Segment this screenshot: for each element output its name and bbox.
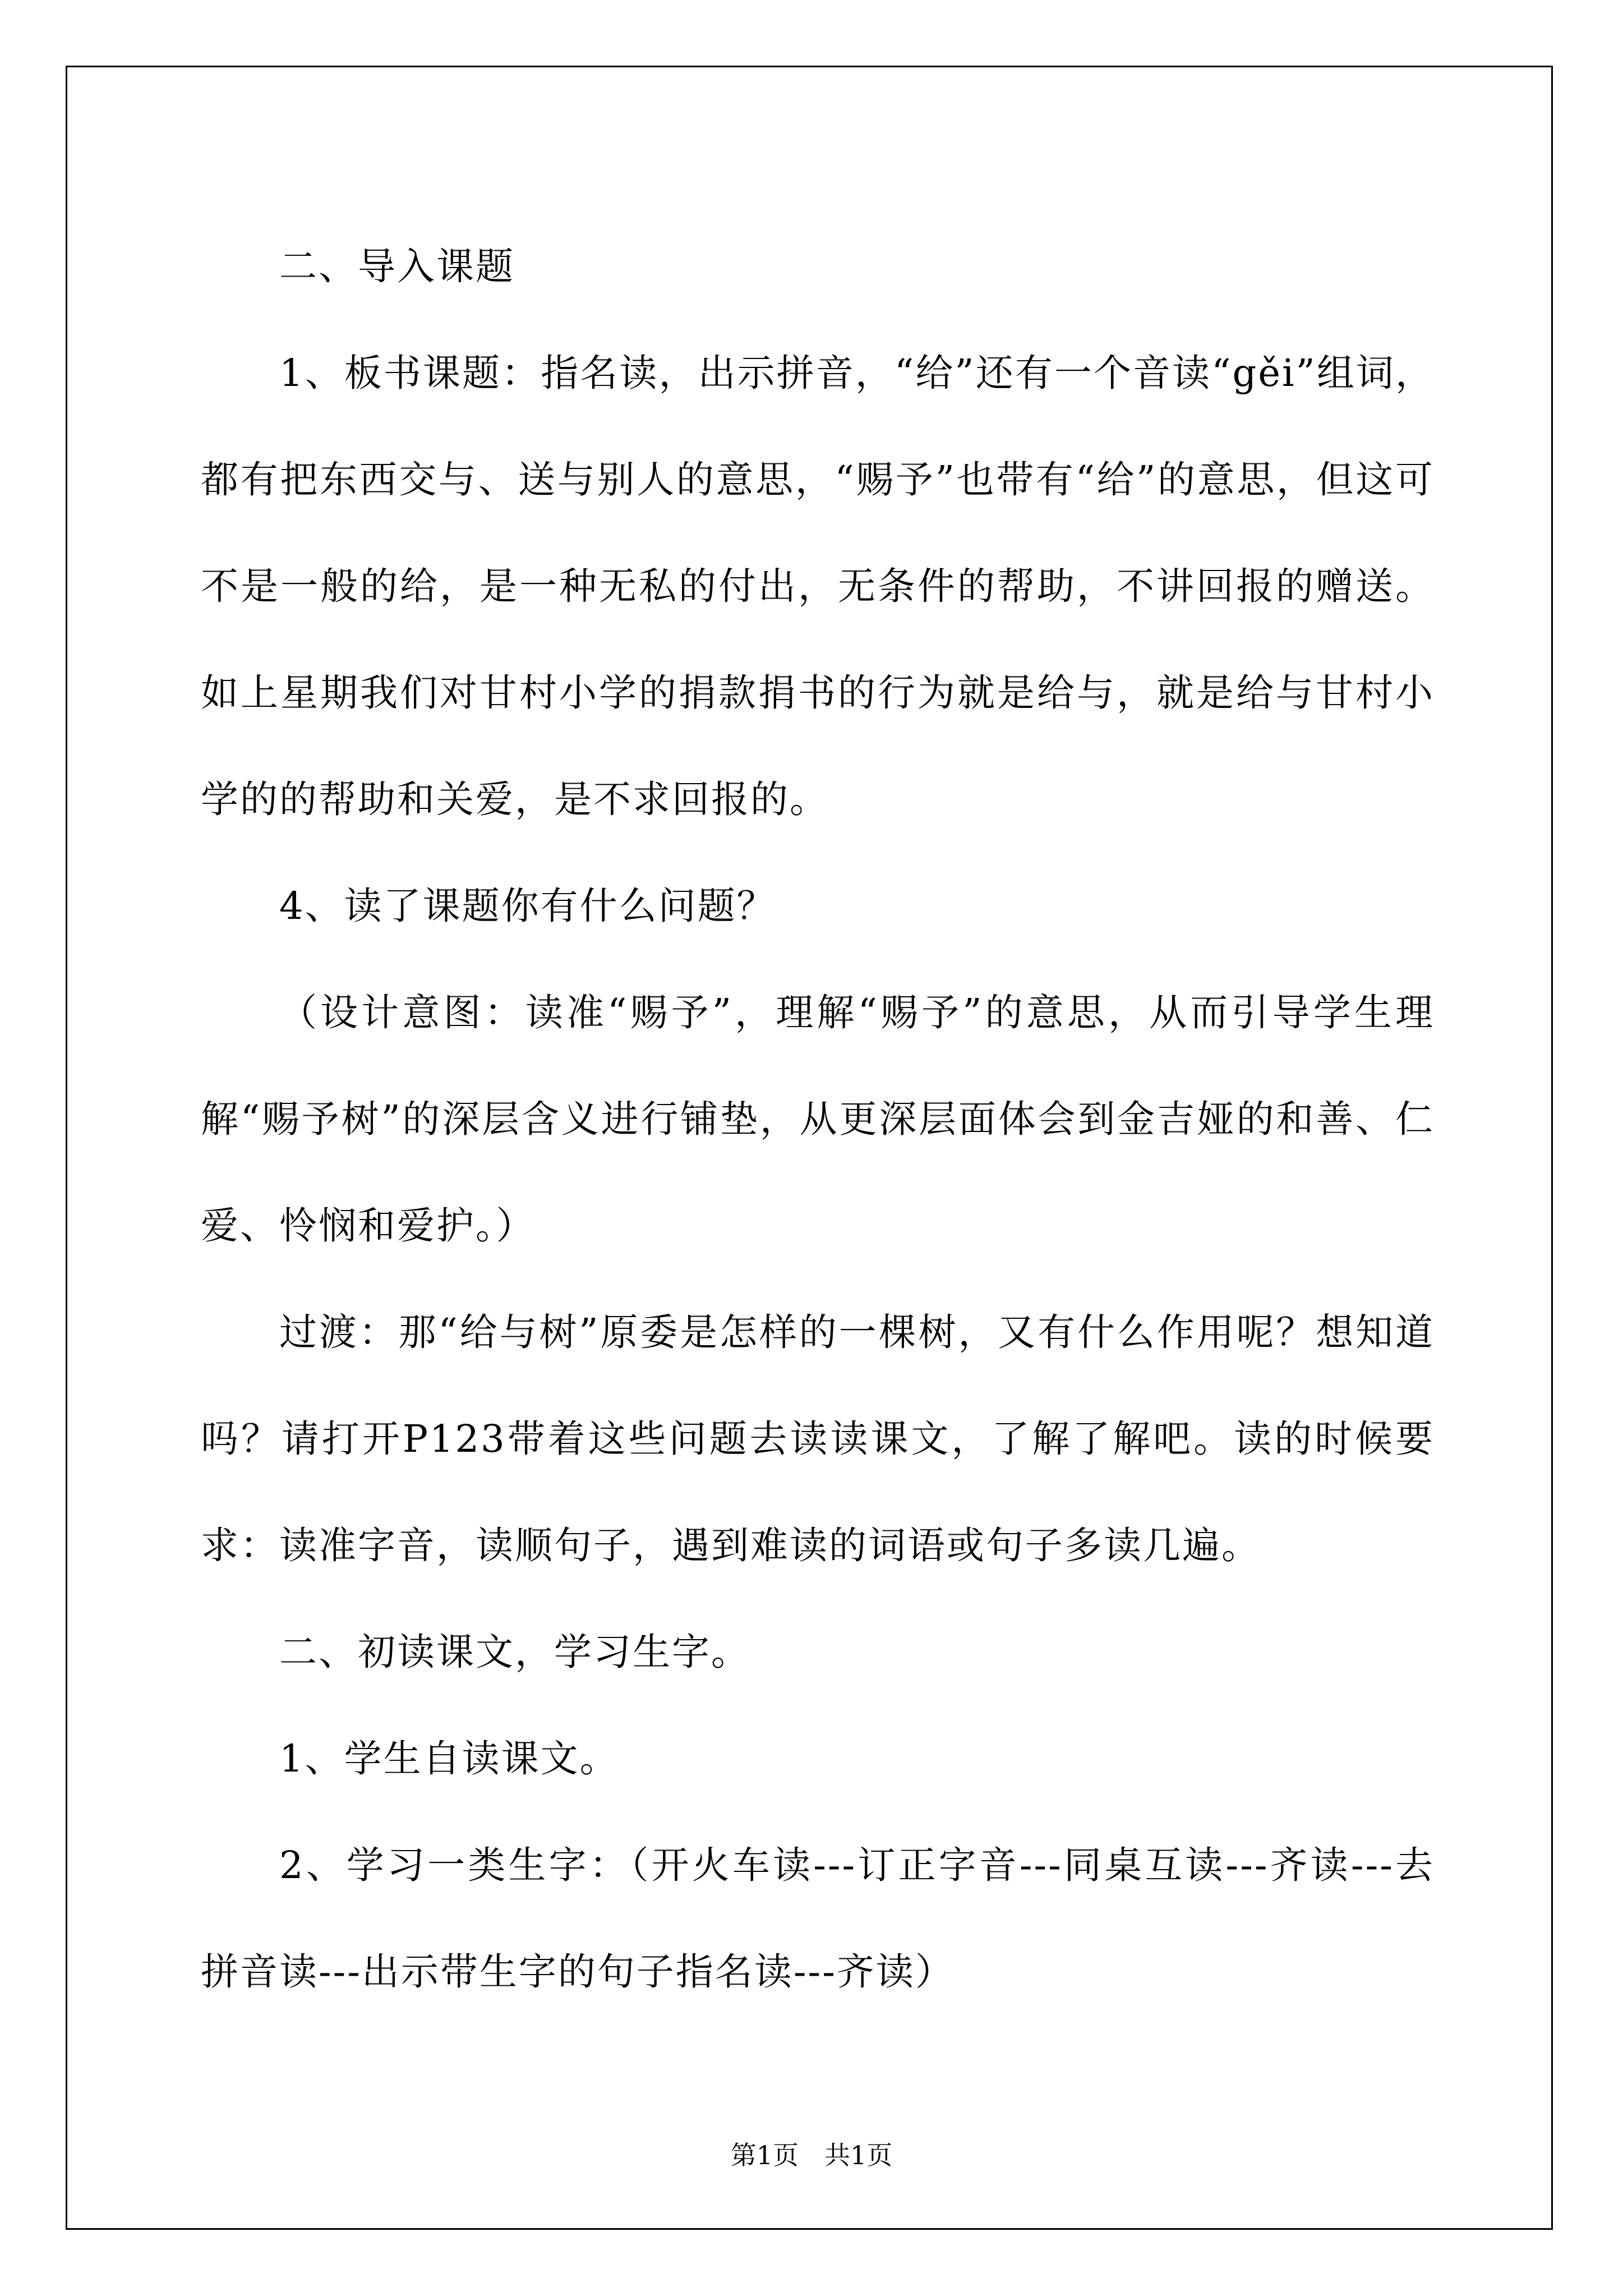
section-heading-import: 二、导入课题 (279, 245, 515, 288)
section-heading-first-reading: 二、初读课文，学习生字。 (279, 1630, 750, 1674)
page-number-current: 第1页 (730, 2140, 799, 2170)
document-body (201, 213, 1435, 2025)
page-number-total: 共1页 (824, 2140, 893, 2170)
paragraph-learn-characters: 2、学习一类生字：（开火车读---订正字音---同桌互读---齐读---去拼音读---出示带生字的句子指名读---齐读） (201, 1843, 1435, 1994)
paragraph-transition: 过渡：那“给与树”原委是怎样的一棵树，又有什么作用呢？想知道吗？请打开P123带着这些问题去读读课文，了解了解吧。读的时候要求：读准字音，读顺句子，遇到难读的词语或句子多读几遍。 (201, 1310, 1435, 1567)
paragraph-design-intent: （设计意图：读准“赐予”，理解“赐予”的意思，从而引导学生理解“赐予树”的深层含义进行铺垫，从更深层面体会到金吉娅的和善、仁爱、怜悯和爱护。） (201, 991, 1435, 1248)
page-footer (0, 2138, 1623, 2172)
paragraph-board-title: 1、板书课题：指名读，出示拼音，“给”还有一个音读“gěi”组词，都有把东西交与、送与别人的意思，“赐予”也带有“给”的意思，但这可不是一般的给，是一种无私的付出，无条件的帮助，不讲回报的赠送。如上星期我们对甘村小学的捐款捐书的行为就是给与，就是给与甘村小学的的帮助和关爱，是不求回报的。 (201, 351, 1435, 821)
paragraph-self-reading: 1、学生自读课文。 (279, 1737, 619, 1780)
paragraph-question: 4、读了课题你有什么问题？ (279, 884, 776, 928)
